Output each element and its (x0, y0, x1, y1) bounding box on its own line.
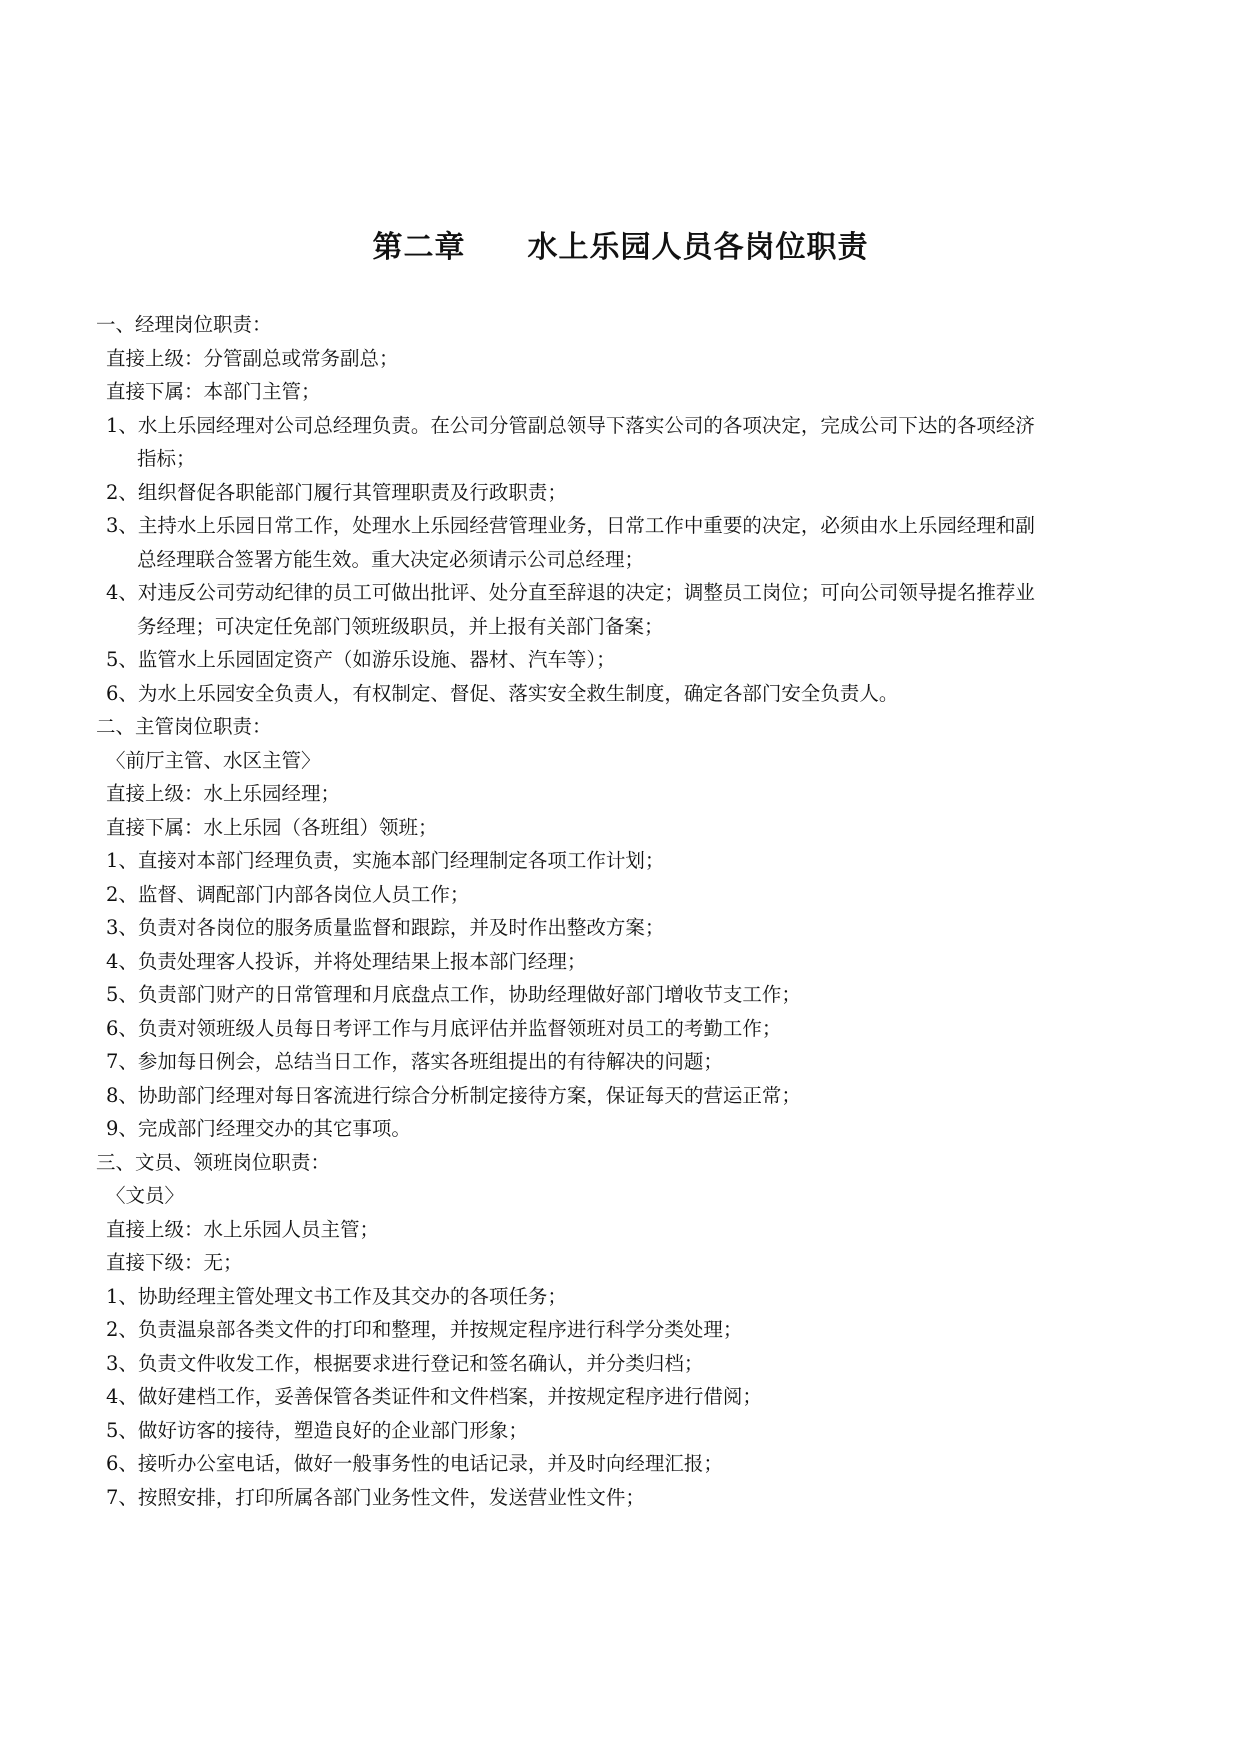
duty-item: 9、完成部门经理交办的其它事项。 (106, 1117, 411, 1140)
duty-item-continuation: 总经理联合签署方能生效。重大决定必须请示公司总经理； (137, 547, 645, 571)
duty-item: 3、负责对各岗位的服务质量监督和跟踪，并及时作出整改方案； (106, 916, 665, 939)
duty-item: 5、负责部门财产的日常管理和月底盘点工作，协助经理做好部门增收节支工作； (106, 983, 801, 1006)
section-detail-line: 〈前厅主管、水区主管〉 (106, 748, 321, 772)
duty-item: 7、按照安排，打印所属各部门业务性文件，发送营业性文件； (106, 1485, 645, 1509)
section-detail-line: 直接上级：水上乐园人员主管； (106, 1217, 380, 1241)
duty-item: 6、为水上乐园安全负责人，有权制定、督促、落实安全救生制度，确定各部门安全负责人。 (106, 681, 899, 705)
section-heading: 二、主管岗位职责： (96, 715, 272, 738)
duty-item: 4、对违反公司劳动纪律的员工可做出批评、处分直至辞退的决定；调整员工岗位；可向公司领导提名推荐业 (106, 581, 1035, 604)
duty-item: 3、负责文件收发工作，根据要求进行登记和签名确认，并分类归档； (106, 1351, 704, 1375)
duty-item: 3、主持水上乐园日常工作，处理水上乐园经营管理业务，日常工作中重要的决定，必须由水上乐园经理和副 (106, 514, 1035, 537)
duty-item-continuation: 务经理；可决定任免部门领班级职员，并上报有关部门备案； (137, 614, 664, 638)
duty-item: 5、监管水上乐园固定资产（如游乐设施、器材、汽车等）； (106, 648, 616, 671)
duty-item: 7、参加每日例会，总结当日工作，落实各班组提出的有待解决的问题； (106, 1050, 723, 1073)
duty-item: 2、组织督促各职能部门履行其管理职责及行政职责； (106, 480, 567, 504)
duty-item: 6、接听办公室电话，做好一般事务性的电话记录，并及时向经理汇报； (106, 1452, 723, 1475)
chapter-title: 第二章 水上乐园人员各岗位职责 (372, 230, 869, 265)
duty-item: 2、负责温泉部各类文件的打印和整理，并按规定程序进行科学分类处理； (106, 1318, 743, 1341)
section-detail-line: 直接上级：分管副总或常务副总； (106, 346, 399, 370)
duty-item: 4、做好建档工作，妥善保管各类证件和文件档案，并按规定程序进行借阅； (106, 1385, 762, 1408)
section-heading: 一、经理岗位职责： (96, 313, 272, 336)
duty-item-continuation: 指标； (137, 447, 196, 470)
section-detail-line: 直接下属：本部门主管； (106, 380, 321, 403)
duty-item: 8、协助部门经理对每日客流进行综合分析制定接待方案，保证每天的营运正常； (106, 1083, 801, 1107)
document-body (96, 308, 1156, 1514)
duty-item: 6、负责对领班级人员每日考评工作与月底评估并监督领班对员工的考勤工作； (106, 1016, 782, 1040)
duty-item: 1、协助经理主管处理文书工作及其交办的各项任务； (106, 1284, 567, 1308)
duty-item: 1、直接对本部门经理负责，实施本部门经理制定各项工作计划； (106, 849, 665, 872)
duty-item: 1、水上乐园经理对公司总经理负责。在公司分管副总领导下落实公司的各项决定，完成公司下达的各项经济 (106, 413, 1035, 437)
section-heading: 三、文员、领班岗位职责： (96, 1150, 331, 1174)
duty-item: 5、做好访客的接待，塑造良好的企业部门形象； (106, 1418, 528, 1442)
section-detail-line: 直接下属：水上乐园（各班组）领班； (106, 815, 438, 839)
section-detail-line: 直接上级：水上乐园经理； (106, 782, 341, 805)
duty-item: 4、负责处理客人投诉，并将处理结果上报本部门经理； (106, 949, 587, 973)
duty-item: 2、监督、调配部门内部各岗位人员工作； (106, 882, 470, 906)
section-detail-line: 〈文员〉 (106, 1184, 185, 1207)
section-detail-line: 直接下级：无； (106, 1251, 243, 1274)
